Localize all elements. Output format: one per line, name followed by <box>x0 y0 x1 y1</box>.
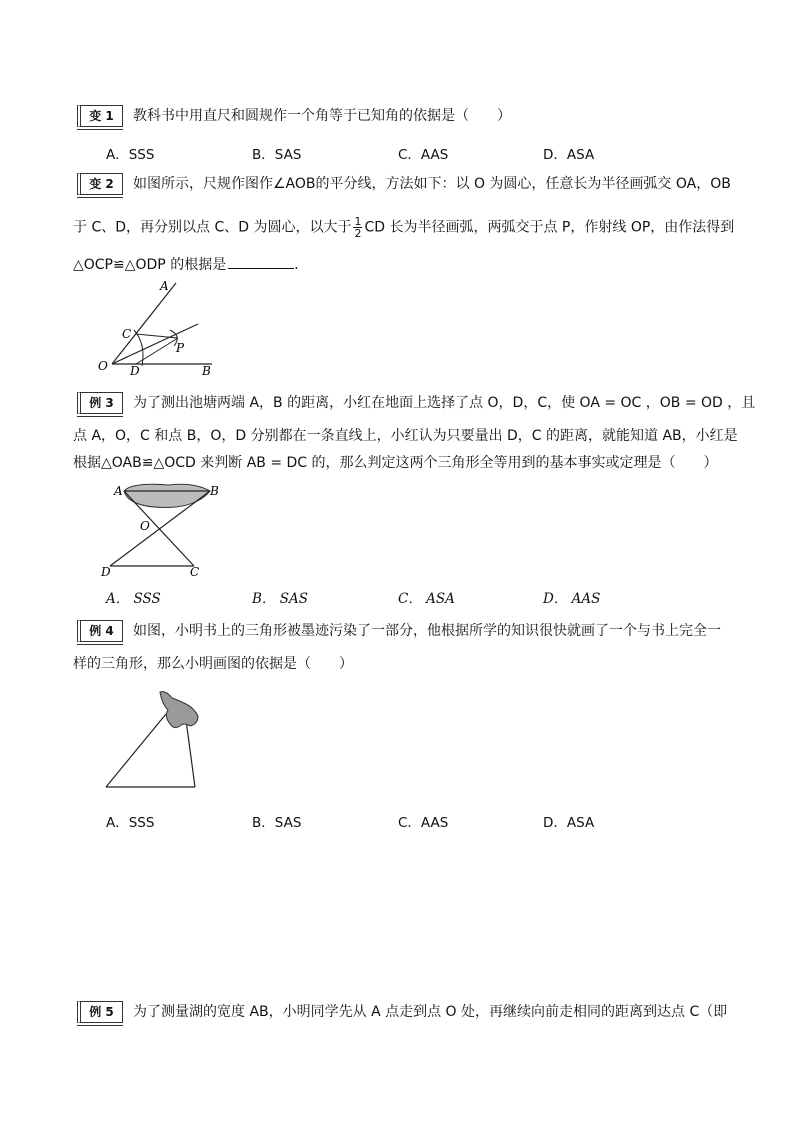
option-c[interactable]: C． ASA <box>398 591 455 607</box>
question-text: 如图，小明书上的三角形被墨迹污染了一部分，他根据所学的知识很快就画了一个与书上完全一 <box>133 623 721 639</box>
option-a[interactable]: A．SSS <box>106 815 155 831</box>
angle-bisector-figure <box>90 274 220 378</box>
question-text: 为了测量湖的宽度 AB，小明同学先从 A 点走到点 O 处，再继续向前走相同的距离到达点 C（即 <box>133 1004 728 1020</box>
point-label-b: B <box>202 364 211 378</box>
question-text: 教科书中用直尺和圆规作一个角等于已知角的依据是（ ） <box>133 108 511 124</box>
fraction-numerator: 1 <box>354 215 362 228</box>
point-label-b: B <box>210 484 219 498</box>
question-text: 点 A，O，C 和点 B，O，D 分别都在一条直线上，小红认为只要量出 D，C 的距离，就能知道 AB，小红是 <box>73 428 738 444</box>
point-label-p: P <box>176 341 185 355</box>
question-text: 为了测出池塘两端 A，B 的距离，小红在地面上选择了点 O，D，C，使 OA = OC ，OB = OD ，且 <box>133 395 756 411</box>
option-d[interactable]: D．ASA <box>543 147 595 163</box>
question-text: 样的三角形，那么小明画图的依据是（ ） <box>73 656 353 672</box>
question-text: 根据△OAB≌△OCD 来判断 AB = DC 的，那么判定这两个三角形全等用到的基本事实或定理是（ ） <box>73 455 718 471</box>
question-text-part: △OCP≌△ODP 的根据是 <box>73 257 227 273</box>
pond-figure <box>98 480 228 580</box>
question-tag: 例 3 <box>77 392 123 414</box>
point-label-d: D <box>130 364 140 378</box>
question-tag: 变 2 <box>77 173 123 195</box>
point-label-c: C <box>122 327 132 341</box>
option-b[interactable]: B．SAS <box>252 815 302 831</box>
option-c[interactable]: C．AAS <box>398 147 449 163</box>
point-label-c: C <box>190 565 200 579</box>
fraction-denominator: 2 <box>354 227 362 240</box>
option-a[interactable]: A．SSS <box>106 147 155 163</box>
question-text-part: CD 长为半径画弧，两弧交于点 P，作射线 OP，由作法得到 <box>364 219 735 236</box>
question-text <box>73 216 734 239</box>
question-tag: 变 1 <box>77 105 123 127</box>
question-tag: 例 5 <box>77 1001 123 1023</box>
point-label-a: A <box>160 279 169 293</box>
question-text-part: 于 C、D，再分别以点 C、D 为圆心，以大于 <box>73 219 352 236</box>
fraction <box>353 216 362 239</box>
question-text-part: ． <box>294 257 309 273</box>
ink-stained-triangle-figure <box>100 686 210 792</box>
option-c[interactable]: C．AAS <box>398 815 449 831</box>
point-label-d: D <box>101 565 111 579</box>
answer-blank[interactable] <box>228 268 294 269</box>
point-label-o: O <box>140 519 150 533</box>
option-b[interactable]: B．SAS <box>252 147 302 163</box>
option-a[interactable]: A． SSS <box>106 591 161 607</box>
point-label-a: A <box>114 484 123 498</box>
question-text <box>73 255 308 275</box>
option-d[interactable]: D． AAS <box>543 591 601 607</box>
question-tag: 例 4 <box>77 620 123 642</box>
question-text: 如图所示，尺规作图作∠AOB的平分线，方法如下：以 O 为圆心，任意长为半径画弧交 OA，OB <box>133 176 731 192</box>
option-d[interactable]: D．ASA <box>543 815 595 831</box>
option-b[interactable]: B． SAS <box>252 591 308 607</box>
point-label-o: O <box>98 359 108 373</box>
